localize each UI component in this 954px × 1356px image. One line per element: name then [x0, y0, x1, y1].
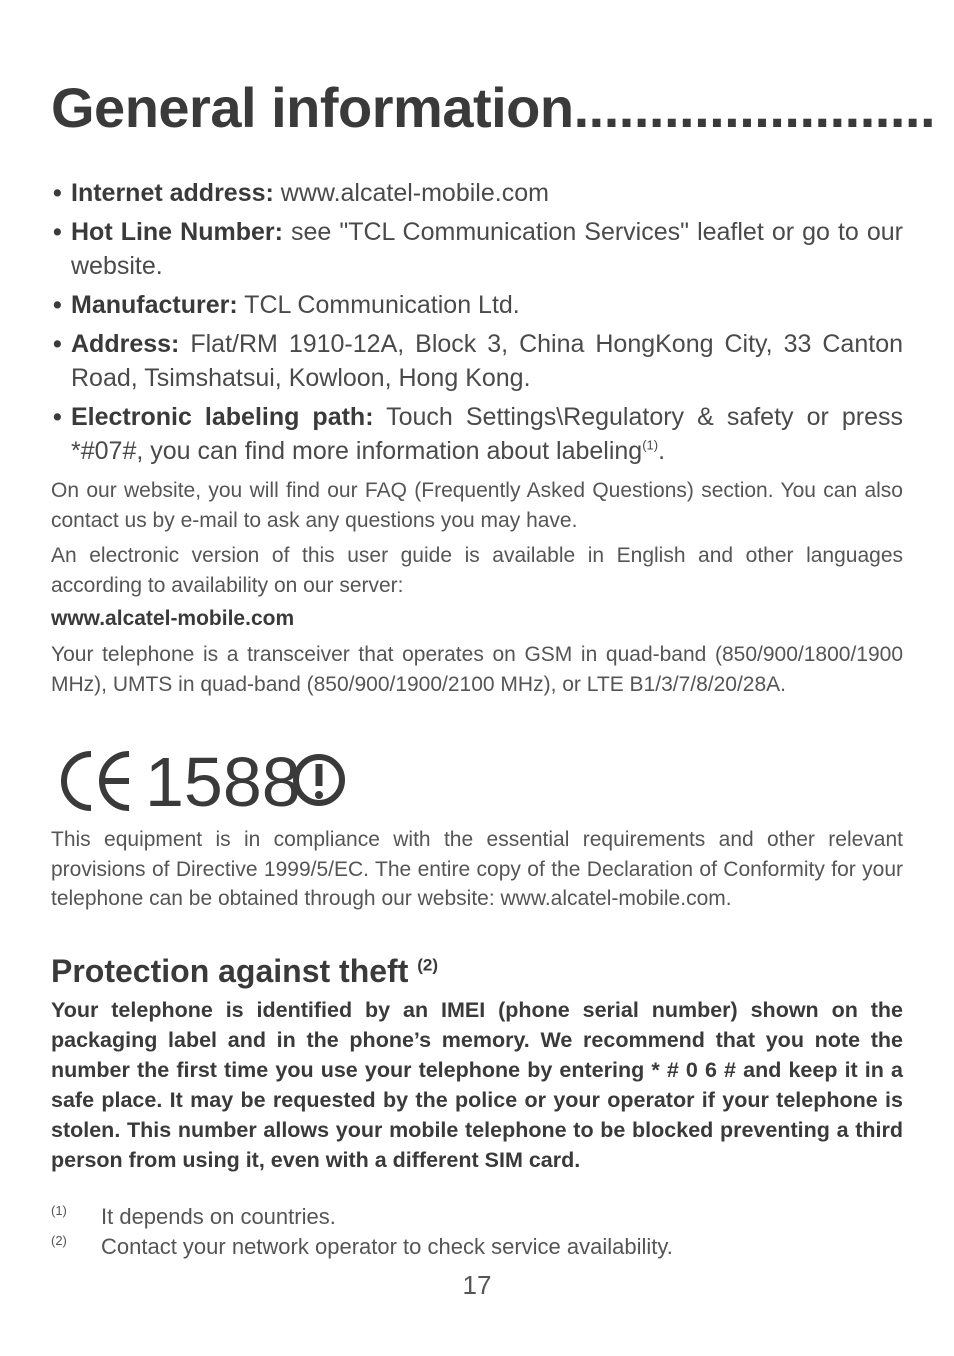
page-number: 17: [462, 1270, 492, 1300]
document-page: [51, 0, 935, 1356]
bullet-icon: •: [53, 330, 62, 358]
footnote-mark: (2): [51, 1233, 67, 1248]
theft-heading: [51, 950, 438, 992]
bullet-label: Electronic labeling path:: [71, 403, 374, 431]
transceiver-paragraph: Your telephone is a transceiver that operates on GSM in quad-band (850/900/1800/1900 MHz), UMTS in quad-band (850/900/1900/2100 MHz), or LTE B1/3/7/8/20/28A.: [51, 643, 903, 696]
bullet-icon: •: [53, 179, 62, 207]
list-item: [51, 288, 903, 322]
footnote-text: It depends on countries.: [101, 1204, 336, 1229]
server-url: www.alcatel-mobile.com: [51, 607, 295, 630]
notified-body-number: 1588: [145, 746, 301, 816]
theft-body: Your telephone is identified by an IMEI (phone serial number) shown on the packaging label and in the phone’s memory. We recommend that you note the number the first time you use your telephone by entering * # 0 6 # and keep it in a safe place. It may be requested by the police or your operator if your telephone is stolen. This number allows your mobile telephone to be blocked preventing a third person from using it, even with a different SIM card.: [51, 998, 903, 1172]
bullet-icon: •: [53, 218, 62, 246]
faq-paragraph: On our website, you will find our FAQ (Frequently Asked Questions) section. You can also contact us by e-mail to ask any questions you may have.: [51, 479, 903, 532]
info-bullet-list: [51, 176, 903, 473]
bullet-icon: •: [53, 403, 62, 431]
footnote-mark: (1): [51, 1203, 67, 1218]
list-item: [51, 400, 903, 468]
bullet-label: Address:: [71, 330, 180, 358]
compliance-paragraph: This equipment is in compliance with the essential requirements and other relevant provisions of Directive 1999/5/EC. The entire copy of the Declaration of Conformity for your telephone can be obtained through our website: www.alcatel-mobile.com.: [51, 828, 903, 910]
footnote-item: [51, 1232, 903, 1262]
bullet-text: see "TCL Communication Services" leaflet or go to our website.: [71, 218, 903, 280]
bullet-text: TCL Communication Ltd.: [237, 291, 520, 319]
title-leader-dots: ........................: [573, 76, 935, 139]
list-item: [51, 327, 903, 395]
footnote-item: [51, 1202, 903, 1232]
bullet-label: Hot Line Number:: [71, 218, 283, 246]
bullet-text: Touch Settings\Regulatory & safety or press *#07#, you can find more information about labeling: [71, 403, 903, 465]
bullet-text-end: .: [658, 437, 666, 465]
page-title: [51, 76, 935, 140]
bullet-icon: •: [53, 291, 62, 319]
electronic-version-paragraph: An electronic version of this user guide is available in English and other languages according to availability on our server:: [51, 544, 903, 597]
footnote-ref: (2): [417, 955, 439, 975]
theft-heading-text: Protection against theft: [51, 953, 409, 989]
footnote-ref: (1): [642, 437, 659, 453]
list-item: [51, 215, 903, 283]
bullet-text: www.alcatel-mobile.com: [273, 179, 549, 207]
ce-alert-mark-icon: [51, 746, 351, 816]
bullet-label: Internet address:: [71, 179, 274, 207]
footnotes: [51, 1202, 903, 1262]
list-item: [51, 176, 903, 210]
bullet-text: Flat/RM 1910-12A, Block 3, China HongKong City, 33 Canton Road, Tsimshatsui, Kowloon, Hong Kong.: [71, 330, 903, 392]
bullet-label: Manufacturer:: [71, 291, 238, 319]
title-text: General information: [51, 76, 574, 139]
footnote-text: Contact your network operator to check service availability.: [101, 1234, 673, 1259]
